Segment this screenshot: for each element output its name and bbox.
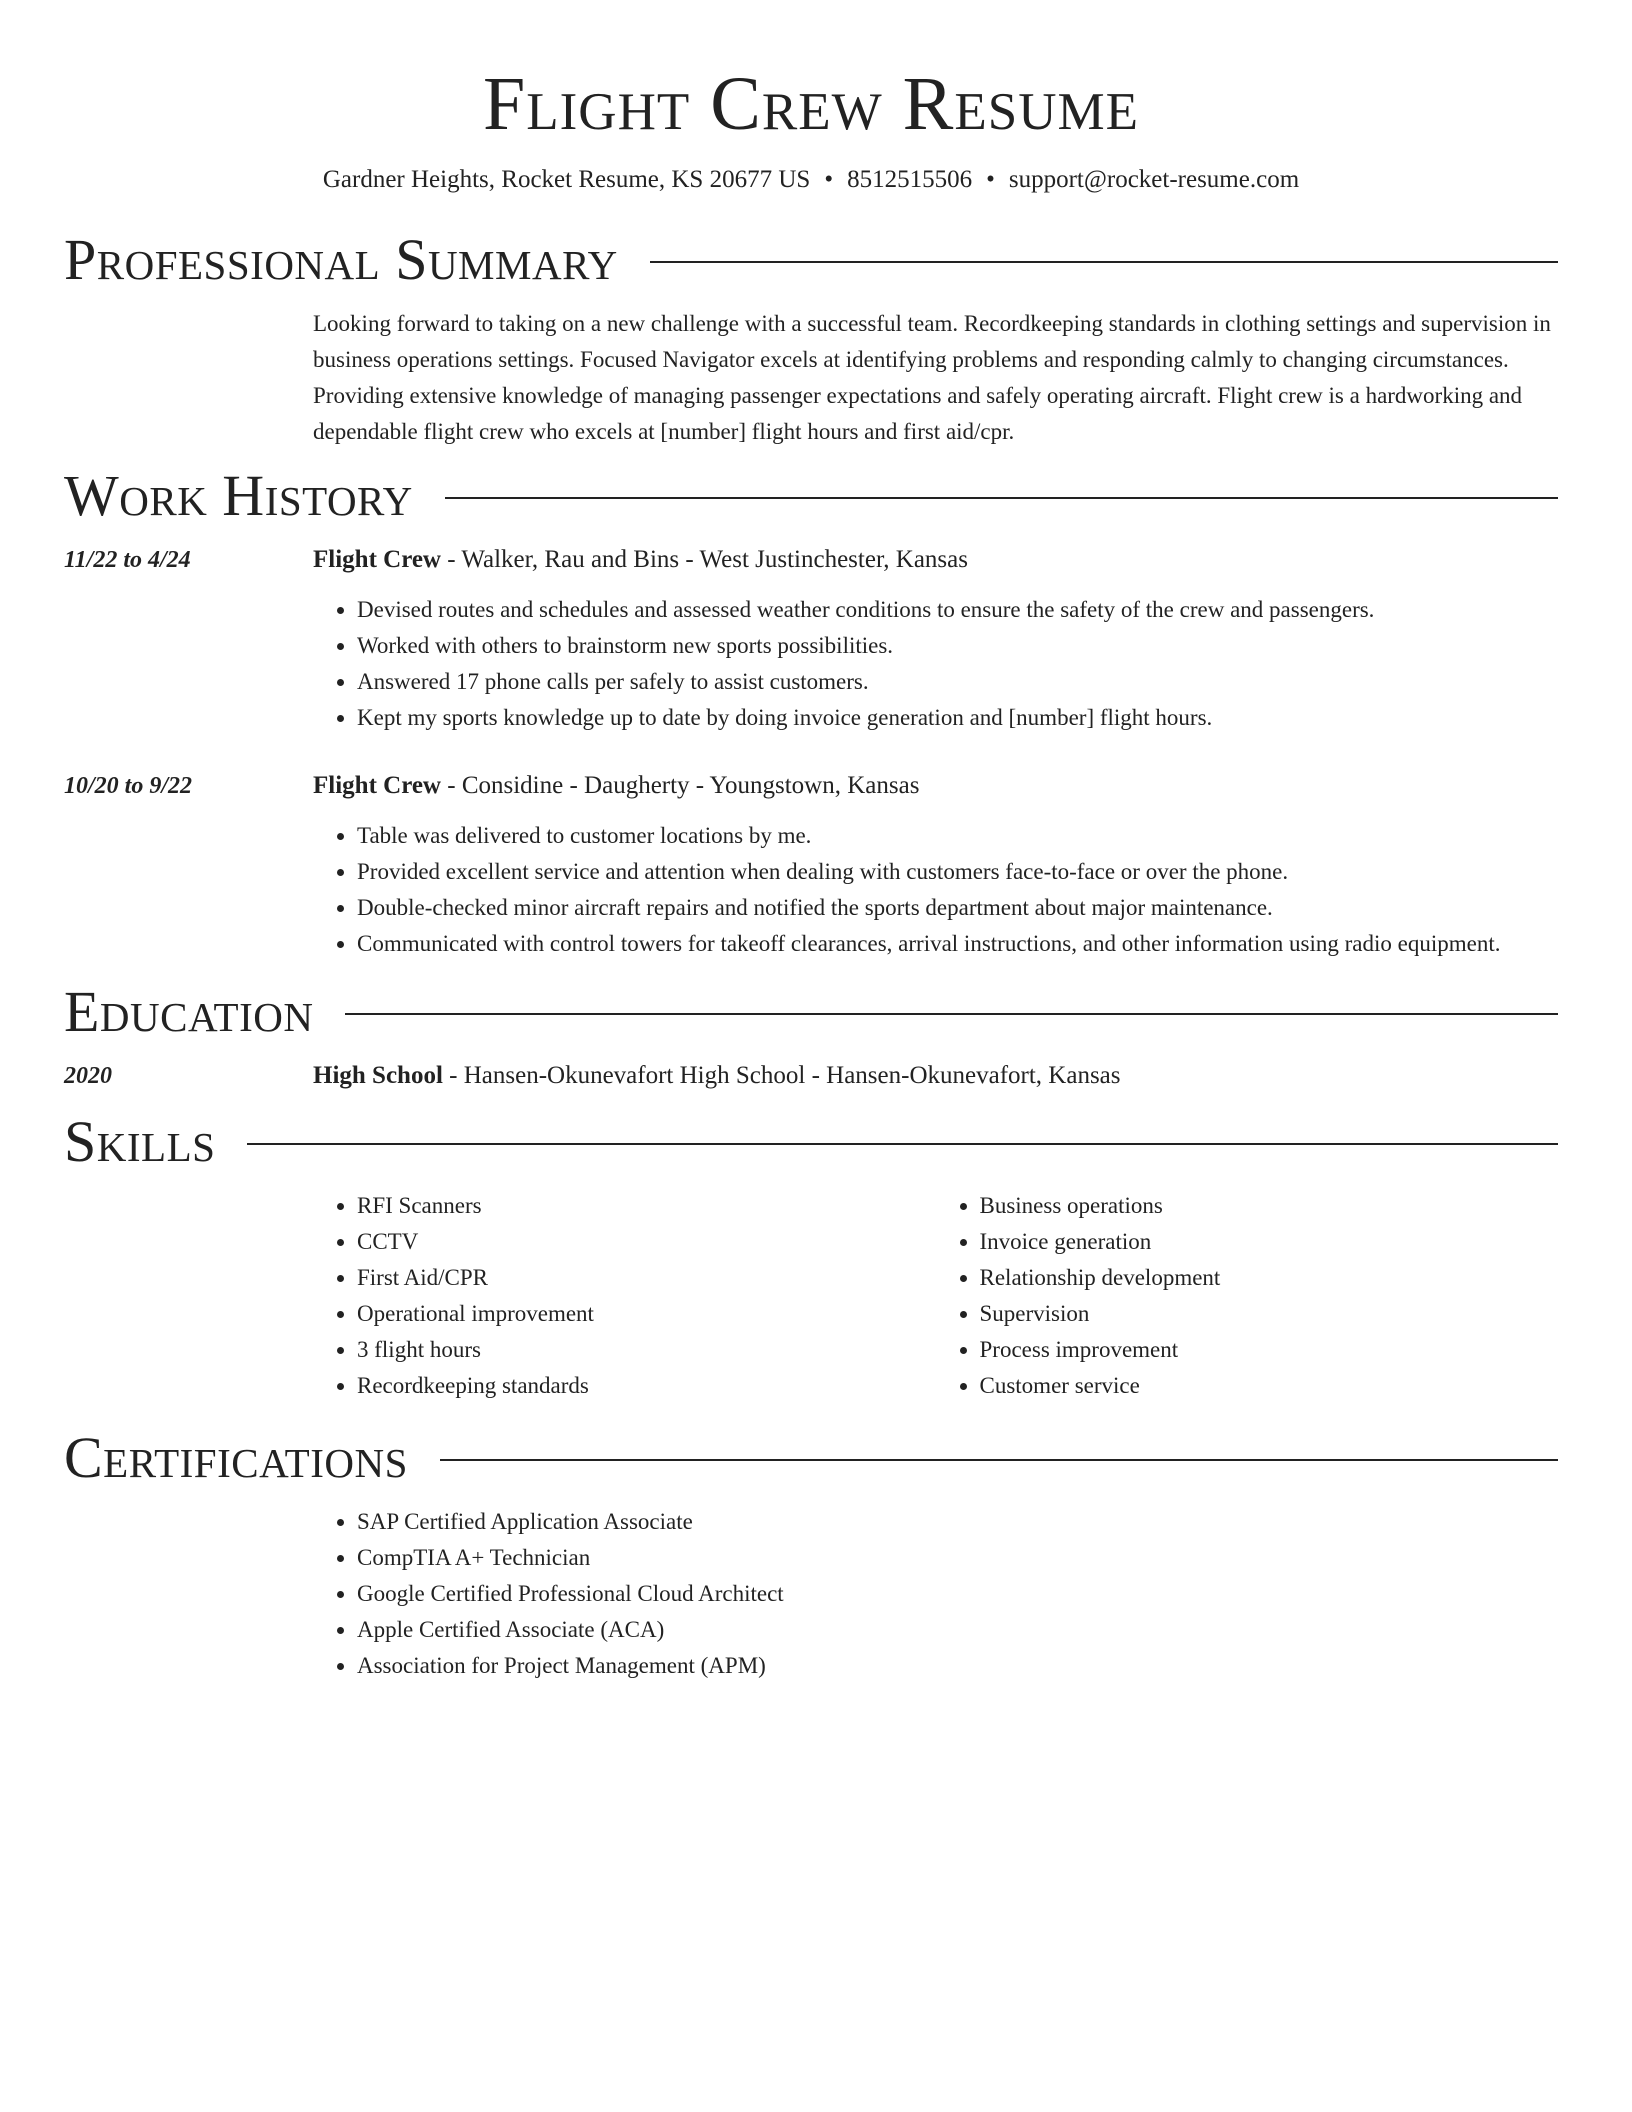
certifications-body (313, 1504, 1558, 1684)
job-bullets-wrap (313, 818, 1558, 962)
summary-text: Looking forward to taking on a new challenge with a successful team. Recordkeeping standards in clothing settings and supervision in business operations settings. Focused Navigator excels at identifying problems and responding calmly to changing circumstances. Providing extensive knowledge of managing passenger expectations and safely operating aircraft. Flight crew is a hardworking and dependable flight crew who excels at [number] flight hours and first aid/cpr. (313, 311, 1551, 444)
summary-heading: Professional Summary (64, 227, 618, 292)
education-section-header (64, 978, 1558, 1046)
job-headline (313, 542, 968, 578)
list-item: • First Aid/CPR (357, 1260, 936, 1296)
job-dates: 10/20 to 9/22 (64, 773, 193, 799)
education-degree: High School (313, 1062, 443, 1089)
job-employer: - Walker, Rau and Bins - West Justinchester, Kansas (441, 546, 968, 573)
job-employer: - Considine - Daugherty - Youngstown, Kansas (441, 772, 920, 799)
list-item: • Recordkeeping standards (357, 1368, 936, 1404)
list-item: • Customer service (980, 1368, 1559, 1404)
list-item: • Relationship development (980, 1260, 1559, 1296)
education-headline (313, 1058, 1121, 1094)
contact-email[interactable]: support@rocket-resume.com (1008, 166, 1300, 193)
certifications-list (313, 1504, 1558, 1684)
work-heading: Work History (64, 463, 413, 528)
job-title: Flight Crew (313, 546, 441, 573)
list-item: • Supervision (980, 1296, 1559, 1332)
list-item: • SAP Certified Application Associate (357, 1504, 1558, 1540)
job-bullets (313, 818, 1558, 962)
education-school: - Hansen-Okunevafort High School - Hansen-Okunevafort, Kansas (442, 1062, 1121, 1089)
education-date: 2020 (64, 1063, 112, 1089)
job-dates: 11/22 to 4/24 (64, 547, 191, 573)
contact-phone: 8512515506 (847, 166, 973, 193)
section-divider (445, 497, 1558, 499)
list-item: • RFI Scanners (357, 1188, 936, 1224)
summary-section-header (64, 226, 1558, 294)
education-heading: Education (64, 979, 314, 1044)
list-item: • Double-checked minor aircraft repairs and notified the sports department about major maintenance. (357, 890, 1558, 926)
list-item: • 3 flight hours (357, 1332, 936, 1368)
list-item: • Table was delivered to customer locations by me. (357, 818, 1558, 854)
list-item: • Worked with others to brainstorm new sports possibilities. (357, 628, 1558, 664)
contact-separator: • (986, 166, 995, 193)
section-divider (345, 1013, 1558, 1015)
skills-body (313, 1188, 1558, 1404)
job-header (64, 542, 1558, 578)
job-header (64, 768, 1558, 804)
list-item: • CompTIA A+ Technician (357, 1540, 1558, 1576)
contact-separator: • (824, 166, 834, 193)
list-item: • Communicated with control towers for takeoff clearances, arrival instructions, and other information using radio equipment. (357, 926, 1558, 962)
job-bullets (313, 592, 1558, 736)
list-item: • Process improvement (980, 1332, 1559, 1368)
resume-page (64, 0, 1558, 1684)
skills-grid (313, 1188, 1558, 1404)
job-entry (64, 542, 1558, 736)
education-entry (64, 1058, 1558, 1094)
education-header (64, 1058, 1558, 1094)
job-title: Flight Crew (313, 772, 441, 799)
work-section-header (64, 462, 1558, 530)
list-item: • Invoice generation (980, 1224, 1559, 1260)
list-item: • Answered 17 phone calls per safely to assist customers. (357, 664, 1558, 700)
skills-section-header (64, 1108, 1558, 1176)
list-item: • Business operations (980, 1188, 1559, 1224)
job-bullets-wrap (313, 592, 1558, 736)
list-item: • Provided excellent service and attention when dealing with customers face-to-face or over the phone. (357, 854, 1558, 890)
section-divider (247, 1143, 1558, 1145)
certifications-section-header (64, 1424, 1558, 1492)
resume-title: Flight Crew Resume (483, 62, 1139, 146)
certifications-heading: Certifications (64, 1425, 408, 1490)
section-divider (650, 261, 1558, 263)
contact-address: Gardner Heights, Rocket Resume, KS 20677 US (322, 166, 811, 193)
skills-list-right (936, 1188, 1559, 1404)
list-item: • CCTV (357, 1224, 936, 1260)
skills-heading: Skills (64, 1109, 216, 1174)
list-item: • Google Certified Professional Cloud Architect (357, 1576, 1558, 1612)
job-headline (313, 768, 919, 804)
skills-list-left (313, 1188, 936, 1404)
list-item: • Devised routes and schedules and assessed weather conditions to ensure the safety of the crew and passengers. (357, 592, 1558, 628)
list-item: • Apple Certified Associate (ACA) (357, 1612, 1558, 1648)
job-entry (64, 768, 1558, 962)
summary-body (313, 306, 1558, 450)
list-item: • Operational improvement (357, 1296, 936, 1332)
list-item: • Kept my sports knowledge up to date by doing invoice generation and [number] flight hours. (357, 700, 1558, 736)
list-item: • Association for Project Management (APM) (357, 1648, 1558, 1684)
contact-line (64, 164, 1558, 196)
section-divider (440, 1459, 1558, 1461)
